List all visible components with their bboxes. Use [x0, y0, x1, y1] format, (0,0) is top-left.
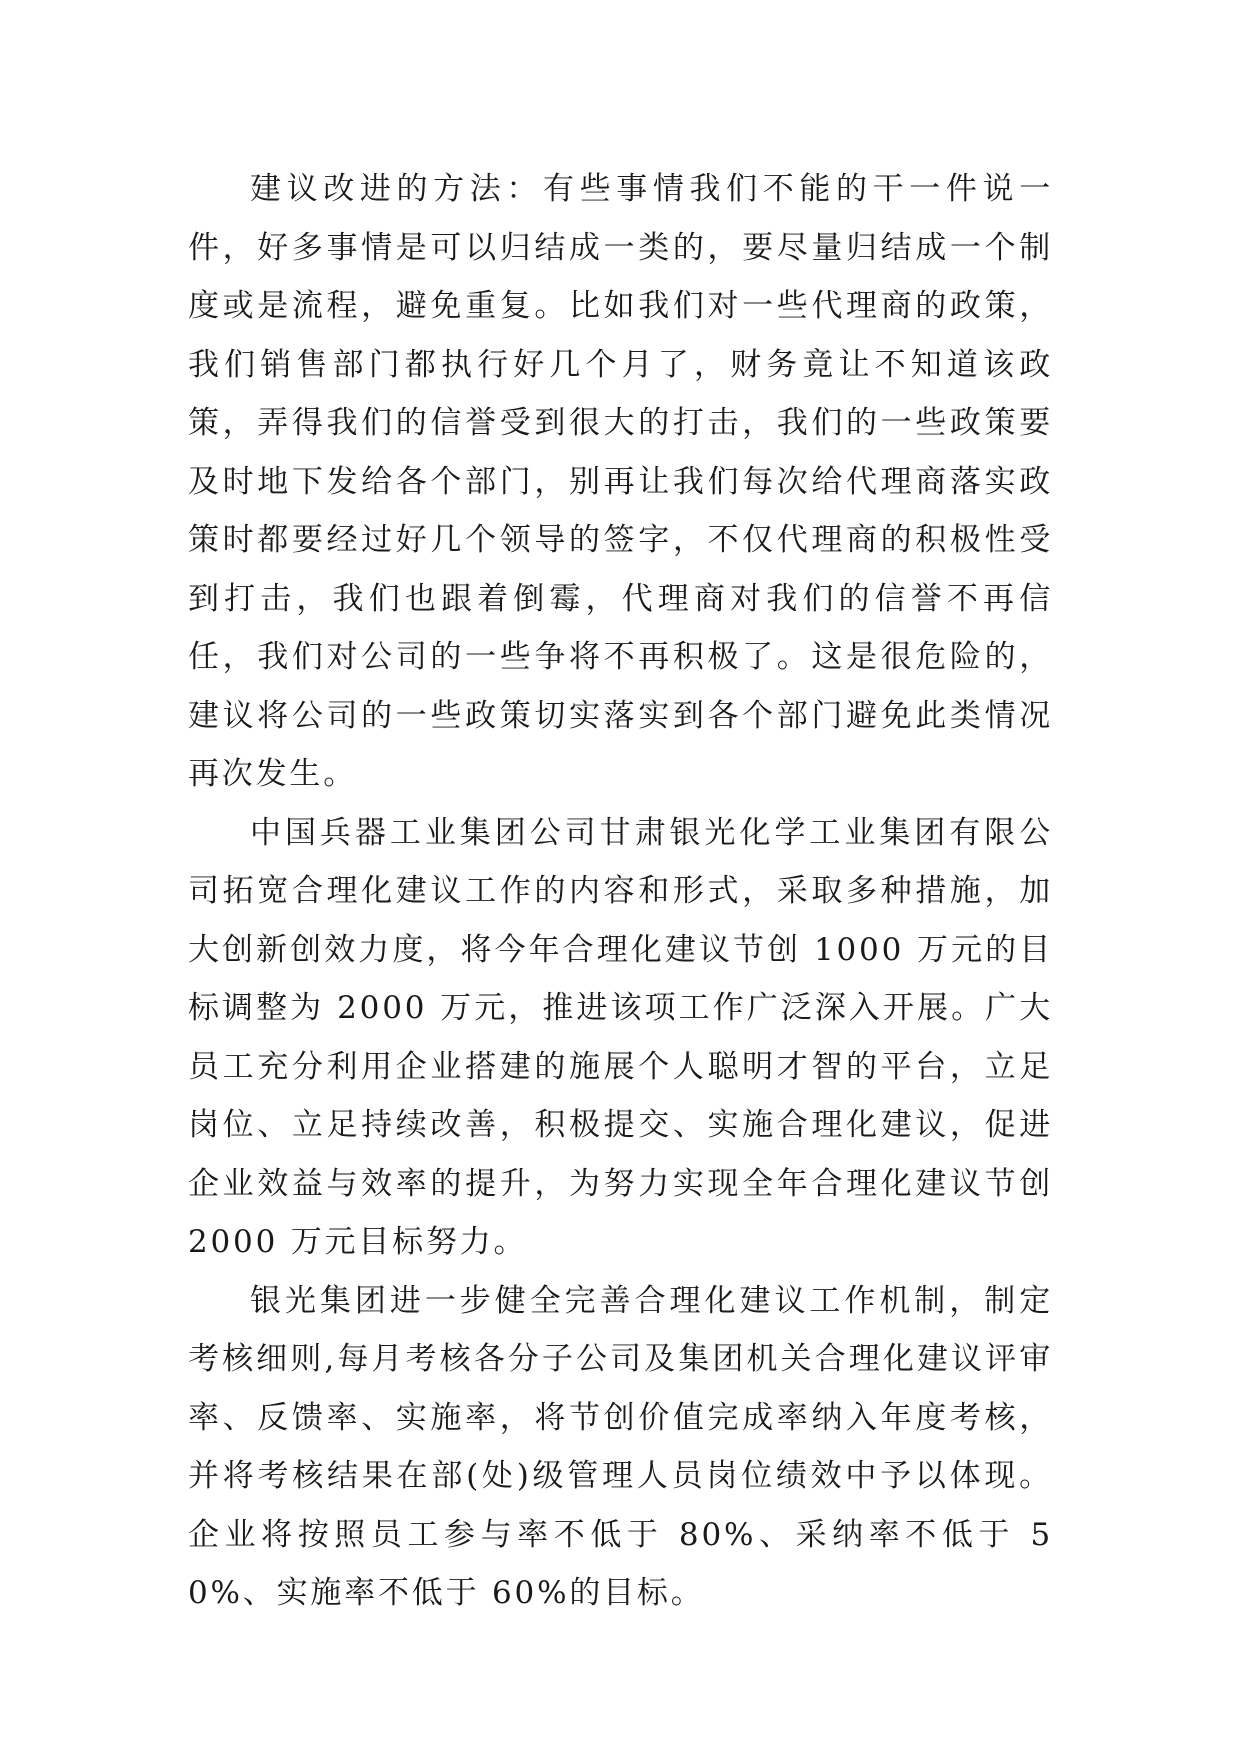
document-body [188, 160, 1053, 1623]
paragraph-improvement-method: 建议改进的方法：有些事情我们不能的干一件说一件，好多事情是可以归结成一类的，要尽量归结成一个制度或是流程，避免重复。比如我们对一些代理商的政策，我们销售部门都执行好几个月了，财务竟让不知道该政策，弄得我们的信誉受到很大的打击，我们的一些政策要及时地下发给各个部门，别再让我们每次给代理商落实政策时都要经过好几个领导的签字，不仅代理商的积极性受到打击，我们也跟着倒霉，代理商对我们的信誉不再信任，我们对公司的一些争将不再积极了。这是很危险的，建议将公司的一些政策切实落实到各个部门避免此类情况再次发生。 [188, 171, 1053, 792]
paragraph-yinguang-proposals: 中国兵器工业集团公司甘肃银光化学工业集团有限公司拓宽合理化建议工作的内容和形式，采取多种措施，加大创新创效力度，将今年合理化建议节创 1000 万元的目标调整为 2000 万元，推进该项工作广泛深入开展。广大员工充分利用企业搭建的施展个人聪明才智的平台，立足岗位、立足持续改善，积极提交、实施合理化建议，促进企业效益与效率的提升，为努力实现全年合理化建议节创 2000 万元目标努力。 [188, 814, 1053, 1260]
paragraph-yinguang-mechanism: 银光集团进一步健全完善合理化建议工作机制，制定考核细则,每月考核各分子公司及集团机关合理化建议评审率、反馈率、实施率，将节创价值完成率纳入年度考核，并将考核结果在部(处)级管理人员岗位绩效中予以体现。企业将按照员工参与率不低于 80%、采纳率不低于 50%、实施率不低于 60%的目标。 [188, 1282, 1053, 1611]
